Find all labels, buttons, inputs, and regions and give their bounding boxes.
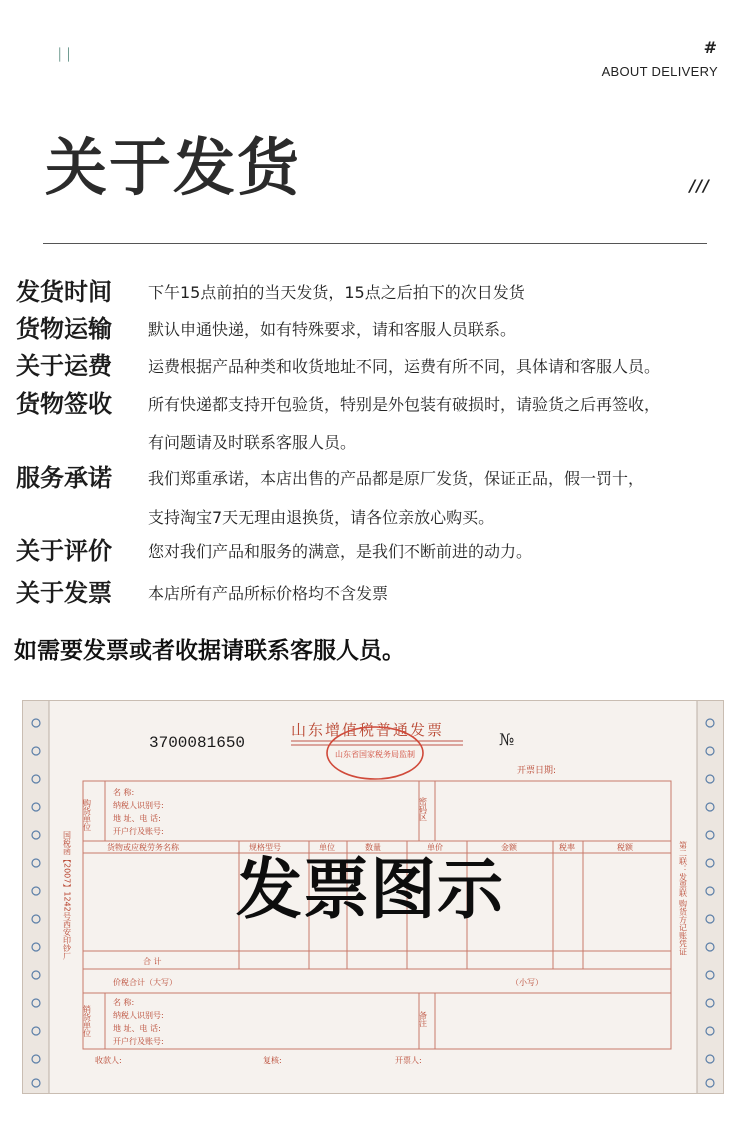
column-header: 单位 bbox=[319, 843, 335, 852]
password-label: 密码区 bbox=[418, 797, 428, 821]
left-feed-strip bbox=[23, 701, 49, 1093]
right-side-text: 第二联：发票联 购货方记账凭证 bbox=[678, 841, 688, 956]
info-text: 下午15点前拍的当天发货，15点之后拍下的次日发货 bbox=[148, 283, 525, 302]
seller-field: 纳税人识别号: bbox=[113, 1011, 164, 1020]
seller-label: 销货单位 bbox=[82, 1005, 92, 1037]
info-label: 货物签收 bbox=[16, 390, 112, 418]
info-text: 运费根据产品种类和收货地址不同，运费有所不同，具体请和客服人员。 bbox=[148, 357, 661, 376]
info-text: 所有快递都支持开包验货，特别是外包装有破损时，请验货之后再签收， bbox=[148, 395, 661, 414]
stamp-text: 山东省国家税务局监制 bbox=[335, 750, 415, 759]
seller-field: 地 址、电 话: bbox=[113, 1024, 161, 1033]
info-label: 关于运费 bbox=[16, 352, 112, 380]
info-label: 货物运输 bbox=[16, 315, 112, 343]
title-divider bbox=[43, 243, 707, 244]
footer-field: 开票人: bbox=[395, 1056, 422, 1065]
invoice-number: 3700081650 bbox=[149, 734, 246, 752]
page-title: 关于发货 bbox=[45, 131, 302, 204]
left-side-text: 国税函【2007】1242号西安印钞厂 bbox=[62, 831, 72, 960]
info-label: 关于评价 bbox=[16, 537, 112, 565]
remark-label: 备注 bbox=[418, 1011, 428, 1027]
invoice-title: 山东增值税普通发票 bbox=[291, 721, 445, 739]
buyer-field: 名 称: bbox=[113, 788, 135, 797]
footer-field: 复核: bbox=[263, 1056, 282, 1065]
info-label: 关于发票 bbox=[16, 579, 112, 607]
column-header: 税率 bbox=[559, 843, 575, 852]
info-text-line2: 有问题请及时联系客服人员。 bbox=[148, 433, 357, 452]
slash-decoration: /// bbox=[689, 176, 710, 195]
info-text: 默认申通快递，如有特殊要求，请和客服人员联系。 bbox=[148, 320, 517, 339]
column-header: 数量 bbox=[365, 843, 381, 852]
seller-field: 开户行及账号: bbox=[113, 1037, 164, 1046]
invoice-notice: 如需要发票或者收据请联系客服人员。 bbox=[14, 638, 405, 664]
right-feed-strip bbox=[697, 701, 723, 1093]
footer-field: 收款人: bbox=[95, 1056, 122, 1065]
buyer-field: 纳税人识别号: bbox=[113, 801, 164, 810]
seller-field: 名 称: bbox=[113, 998, 135, 1007]
invoice-overlay-caption: 发票图示 bbox=[236, 851, 504, 928]
corner-mark: ᛁᛁ bbox=[55, 45, 73, 64]
column-header: 税额 bbox=[617, 843, 633, 852]
column-header: 金额 bbox=[501, 843, 517, 852]
buyer-field: 地 址、电 话: bbox=[113, 814, 161, 823]
column-header: 货物或应税劳务名称 bbox=[107, 843, 179, 852]
hash-mark: # bbox=[703, 38, 717, 57]
buyer-field: 开户行及账号: bbox=[113, 827, 164, 836]
number-symbol: № bbox=[499, 730, 515, 749]
column-header: 单价 bbox=[427, 843, 443, 852]
date-label: 开票日期: bbox=[517, 766, 557, 776]
section-subtitle-en: ABOUT DELIVERY bbox=[601, 64, 718, 79]
price-tax-label: 价税合计（大写） bbox=[113, 978, 177, 987]
info-label: 发货时间 bbox=[16, 278, 112, 306]
info-text: 您对我们产品和服务的满意，是我们不断前进的动力。 bbox=[148, 542, 533, 561]
info-text-line2: 支持淘宝7天无理由退换货，请各位亲放心购买。 bbox=[148, 508, 495, 527]
total-label: 合 计 bbox=[143, 957, 162, 966]
info-label: 服务承诺 bbox=[16, 464, 112, 492]
small-amount-label: （小写） bbox=[511, 978, 543, 987]
buyer-label: 购货单位 bbox=[82, 799, 92, 831]
info-text: 本店所有产品所标价格均不含发票 bbox=[148, 584, 389, 603]
column-header: 规格型号 bbox=[249, 843, 281, 852]
info-text: 我们郑重承诺，本店出售的产品都是原厂发货，保证正品，假一罚十， bbox=[148, 469, 645, 488]
